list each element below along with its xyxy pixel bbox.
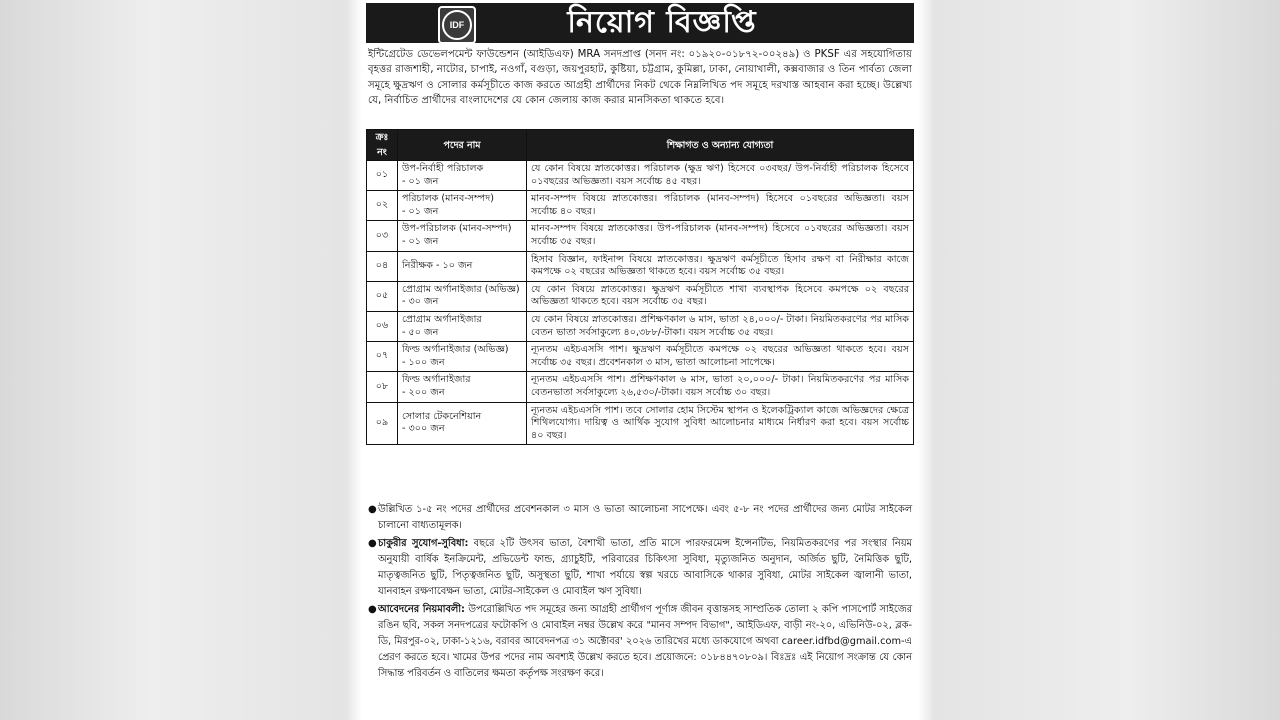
note-text: উল্লিখিত ১-৫ নং পদের প্রার্থীদের প্রবেশনকাল ৩ মাস ও ভাতা আলোচনা সাপেক্ষে। এবং ৫-৮ নং পদের প্রার্থীদের জন্য মোটর সাইকেল চালানো বাধ্যতামূলক।: [378, 504, 912, 531]
post-name: প্রোগ্রাম অর্গানাইজার (অভিজ্ঞ): [402, 283, 520, 295]
post-name: উপ-পরিচালক (মানব-সম্পদ): [402, 223, 512, 235]
post-count: - ২০০ জন: [402, 386, 445, 398]
page-title: নিয়োগ বিজ্ঞপ্তি: [567, 4, 757, 40]
row-post: [398, 342, 527, 372]
table-row: [367, 191, 914, 221]
note-text: উপরোল্লিখিত পদ সমূহের জন্য আগ্রহী প্রার্থীগণ পূর্ণাঙ্গ জীবন বৃত্তান্তসহ সাম্প্রতিক তোলা ২ কপি পাসপোর্ট সাইজের রঙিন ছবি, সকল সনদপত্রের ফটোকপি ও মোবাইল নম্বর উল্লেখ করে "মানব সম্পদ বিভাগ", আইডিএফ, বাড়ী নং-২০, এভিনিউ-০২, ব্লক-ডি, মিরপুর-০২, ঢাকা-১২১৬, বরাবর আবেদনপত্র ৩১ অক্টোবর' ২০২৬ তারিখের মধ্যে ডাকযোগে অথবা career.idfbd@gmail.com-এ প্রেরণ করতে হবে। খামের উপর পদের নাম অবশ্যই উল্লেখ করতে হবে। প্রয়োজনে: ০১৮৪৪৭০৮০৯। বিঃদ্রঃ এই নিয়োগ সংক্রান্ত যে কোন সিদ্ধান্ত পরিবর্তন ও বাতিলের ক্ষমতা কর্তৃপক্ষ সংরক্ষণ করে।: [378, 604, 912, 679]
post-count: - ০১ জন: [402, 235, 439, 247]
row-post: [398, 281, 527, 311]
bullet-icon: ●: [368, 604, 377, 615]
header-post: পদের নাম: [398, 130, 527, 161]
row-serial: ০২: [367, 191, 398, 221]
header-serial: ক্রঃ নং: [367, 130, 398, 161]
job-circular-page: [362, 0, 918, 720]
row-serial: ০১: [367, 161, 398, 191]
note-body: [378, 602, 912, 682]
row-serial: ০৫: [367, 281, 398, 311]
row-qualification: ন্যূনতম এইচএসসি পাশ। তবে সোলার হোম সিস্টেম স্থাপন ও ইলেকট্রিক্যাল কাজে অভিজ্ঞদের ক্ষেত্রে শিথিলযোগ্য। দায়িত্ব ও আর্থিক সুযোগ সুবিধা আলোচনার মাধ্যমে নির্ধারণ করা হবে। বয়স সর্বোচ্চ ৪০ বছর।: [527, 402, 914, 445]
bullet-icon: ●: [368, 504, 377, 515]
table-row: [367, 342, 914, 372]
row-post: [398, 372, 527, 402]
bullet-icon: ●: [368, 538, 377, 549]
post-count: - ০১ জন: [402, 205, 439, 217]
notes-section: [368, 502, 912, 684]
post-name: ফিল্ড অর্গানাইজার: [402, 374, 471, 386]
note-item: [368, 502, 912, 534]
row-serial: ০৩: [367, 221, 398, 251]
post-count: - ৫০ জন: [402, 326, 439, 338]
post-name: ফিল্ড অর্গানাইজার (অভিজ্ঞ): [402, 344, 509, 356]
row-post: [398, 161, 527, 191]
row-post: [398, 402, 527, 445]
post-name: সোলার টেকনেশিয়ান: [402, 410, 482, 422]
post-name: নিরীক্ষক: [402, 259, 433, 271]
row-qualification: যে কোন বিষয়ে স্নাতকোত্তর। পরিচালক (ক্ষুদ্র ঋণ) হিসেবে ০৩বছর/ উপ-নির্বাহী পরিচালক হিসেবে ০১বছরের অভিজ্ঞতা। বয়স সর্বোচ্চ ৪৫ বছর।: [527, 161, 914, 191]
table-row: [367, 221, 914, 251]
row-serial: ০৮: [367, 372, 398, 402]
row-post: [398, 311, 527, 341]
row-qualification: যে কোন বিষয়ে স্নাতকোত্তর। প্রশিক্ষণকাল ৬ মাস, ভাতা ২৪,০০০/- টাকা। নিয়মিতকরণের পর মাসিক বেতন ভাতা সর্বসাকুল্যে ৪০,৩৮৮/-টাকা। বয়স সর্বোচ্চ ৩৫ বছর।: [527, 311, 914, 341]
idf-logo: [438, 6, 476, 44]
row-post: [398, 191, 527, 221]
row-qualification: হিসাব বিজ্ঞান, ফাইনান্স বিষয়ে স্নাতকোত্তর। ক্ষুদ্রঋণ কর্মসূচীতে হিসাব রক্ষণ বা নিরীক্ষার কাজে কমপক্ষে ০২ বছরের অভিজ্ঞতা থাকতে হবে। বয়স সর্বোচ্চ ৩৫ বছর।: [527, 251, 914, 281]
note-item: [368, 602, 912, 682]
table-row: [367, 281, 914, 311]
note-body: [378, 536, 912, 600]
table-row: [367, 251, 914, 281]
row-qualification: ন্যূনতম এইচএসসি পাশ। প্রশিক্ষণকাল ৬ মাস, ভাতা ২০,০০০/- টাকা। নিয়মিতকরণের পর মাসিক বেতনভাতা সর্বসাকুল্যে ২৬,৫৩০/-টাকা। বয়স সর্বোচ্চ ৩০ বছর।: [527, 372, 914, 402]
post-name: প্রোগ্রাম অর্গানাইজার: [402, 313, 482, 325]
idf-logo-mark: IDF: [442, 10, 472, 40]
post-count: - ০১ জন: [402, 175, 439, 187]
row-serial: ০৭: [367, 342, 398, 372]
note-label: আবেদনের নিয়মাবলী:: [378, 604, 465, 615]
note-label: চাকুরীর সুযোগ-সুবিধা:: [378, 538, 469, 549]
table-row: [367, 161, 914, 191]
row-qualification: যে কোন বিষয়ে স্নাতকোত্তর। ক্ষুদ্রঋণ কর্মসূচীতে শাখা ব্যবস্থাপক হিসেবে কমপক্ষে ০২ বছরের অভিজ্ঞতা থাকতে হবে। বয়স সর্বোচ্চ ৩৫ বছর।: [527, 281, 914, 311]
circular-header: [366, 3, 914, 43]
note-body: [378, 502, 912, 534]
row-serial: ০৪: [367, 251, 398, 281]
post-count: - ৩০ জন: [402, 296, 439, 308]
table-row: [367, 402, 914, 445]
row-serial: ০৯: [367, 402, 398, 445]
row-qualification: মানব-সম্পদ বিষয়ে স্নাতকোত্তর। উপ-পরিচালক (মানব-সম্পদ) হিসেবে ০১বছরের অভিজ্ঞতা। বয়স সর্বোচ্চ ৩৫ বছর।: [527, 221, 914, 251]
note-text: বছরে ২টি উৎসব ভাতা, বৈশাখী ভাতা, প্রতি মাসে পারফরমেন্স ইন্সেনটিভ, নিয়মিতকরণের পর সংস্থার নিয়ম অনুযায়ী বার্ষিক ইনক্রিমেন্ট, প্রভিডেন্ট ফান্ড, গ্র্যাচুইটি, পরিবারের চিকিৎসা সুবিধা, মৃত্যুজনিত অনুদান, অর্জিত ছুটি, নৈমিত্তিক ছুটি, মাতৃত্বজনিত ছুটি, পিতৃত্বজনিত ছুটি, অসুস্থতা ছুটি, শাখা পর্যায়ে স্বল্প খরচে আবাসিকে থাকার সুবিধা, মোটর সাইকেল জ্বালানী ভাতা, যানবাহন রক্ষণাবেক্ষন ভাতা, মোটর-সাইকেল ও মোবাইল ঋণ সুবিধা।: [378, 538, 912, 597]
row-post: [398, 221, 527, 251]
row-post: [398, 251, 527, 281]
post-count: - ১০ জন: [436, 259, 473, 271]
row-serial: ০৬: [367, 311, 398, 341]
row-qualification: মানব-সম্পদ বিষয়ে স্নাতকোত্তর। পরিচালক (মানব-সম্পদ) হিসেবে ০১বছরের অভিজ্ঞতা। বয়স সর্বোচ্চ ৪০ বছর।: [527, 191, 914, 221]
post-name: পরিচালক (মানব-সম্পদ): [402, 193, 495, 205]
header-qualification: শিক্ষাগত ও অন্যান্য যোগ্যতা: [527, 130, 914, 161]
table-row: [367, 372, 914, 402]
note-item: [368, 536, 912, 600]
post-count: - ১০০ জন: [402, 356, 445, 368]
post-count: - ৩০০ জন: [402, 423, 445, 435]
intro-paragraph: ইন্টিগ্রেটেড ডেভেলপমেন্ট ফাউন্ডেশন (আইডিএফ) MRA সনদপ্রাপ্ত (সনদ নং: ০১৯২০-০১৮৭২-০০২৪৯) ও PKSF এর সহযোগিতায় বৃহত্তর রাজশাহী, নাটোর, চাপাই, নওগাঁ, বগুড়া, জয়পুরহাট, কুষ্টিয়া, চট্টগ্রাম, কুমিল্লা, ঢাকা, নোয়াখালী, কক্সবাজার ও তিন পার্বত্য জেলা সমূহে ক্ষুদ্রঋণ ও সোলার কর্মসূচীতে কাজ করতে আগ্রহী প্রার্থীদের নিকট থেকে নিম্নলিখিত পদ সমূহে দরখাস্ত আহবান করা হচ্ছে। উল্লেখ্য যে, নির্বাচিত প্রার্থীদের বাংলাদেশের যে কোন জেলায় কাজ করার মানসিকতা থাকতে হবে।: [368, 49, 912, 107]
row-qualification: ন্যূনতম এইচএসসি পাশ। ক্ষুদ্রঋণ কর্মসূচীতে কমপক্ষে ০২ বছরের অভিজ্ঞতা থাকতে হবে। বয়স সর্বোচ্চ ৩৫ বছর। প্রবেশনকাল ৩ মাস, ভাতা আলোচনা সাপেক্ষে।: [527, 342, 914, 372]
positions-table: [366, 129, 914, 445]
table-header-row: [367, 130, 914, 161]
post-name: উপ-নির্বাহী পরিচালক: [402, 163, 484, 174]
table-row: [367, 311, 914, 341]
